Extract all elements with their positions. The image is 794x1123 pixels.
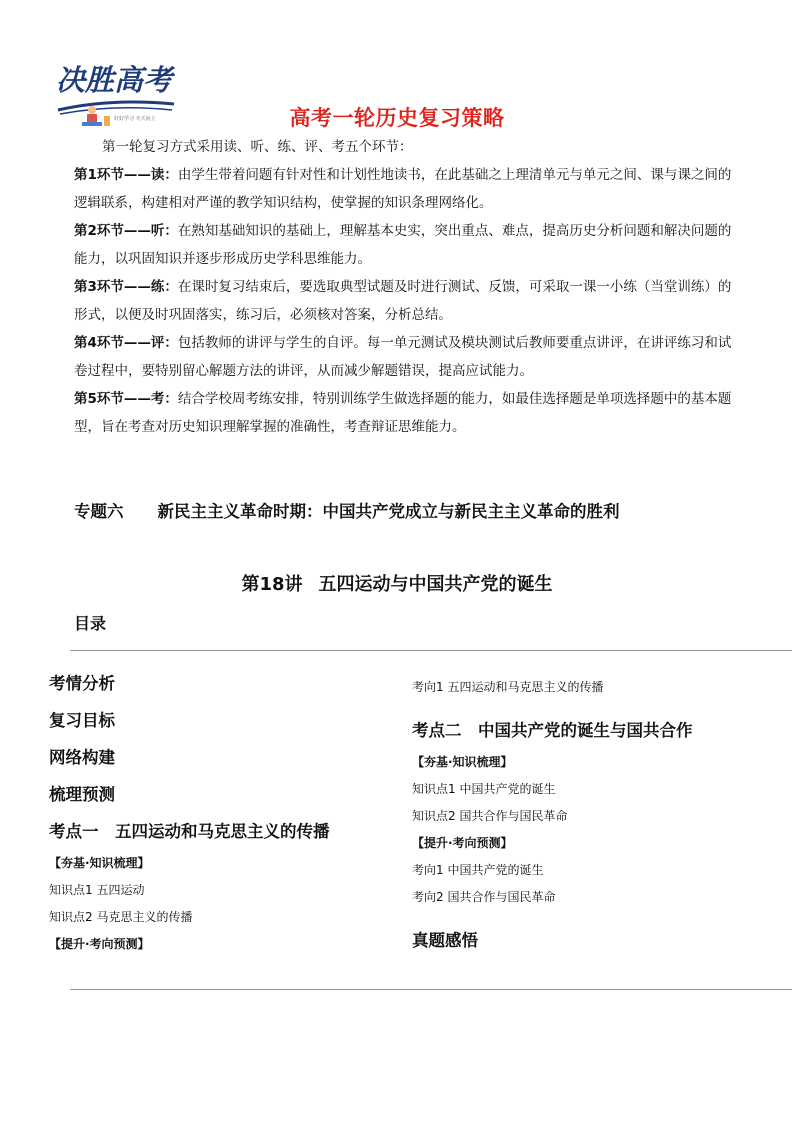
- toc-heading[interactable]: 网络构建: [49, 748, 115, 767]
- step-paragraph: [74, 161, 734, 217]
- step-name: 第4环节——评：: [74, 335, 178, 351]
- topic-label: 专题六: [74, 502, 124, 521]
- toc-left-column: [49, 670, 399, 952]
- step-text: 结合学校周考练安排，特别训练学生做选择题的能力，如最佳选择题是单项选择题中的基本题型，旨在考查对历史知识理解掌握的准确性，考查辩证思维能力。: [74, 391, 732, 435]
- step-paragraph: [74, 329, 734, 385]
- toc-item[interactable]: 知识点1 五四运动: [49, 883, 145, 897]
- lecture-heading: [0, 570, 794, 596]
- toc-section-label[interactable]: 【夯基·知识梳理】: [49, 856, 150, 870]
- step-name: 第2环节——听：: [74, 223, 178, 239]
- toc-section-label[interactable]: 【提升·考向预测】: [49, 937, 150, 951]
- toc-heading[interactable]: 考点一 五四运动和马克思主义的传播: [49, 822, 330, 841]
- toc-heading[interactable]: 考情分析: [49, 674, 115, 693]
- toc-item[interactable]: 知识点2 马克思主义的传播: [49, 910, 193, 924]
- lecture-label: 第18讲: [241, 574, 303, 595]
- step-text: 由学生带着问题有针对性和计划性地读书，在此基础之上理清单元与单元之间、课与课之间的逻辑联系，构建相对严谨的教学知识结构，使掌握的知识条理网络化。: [74, 167, 732, 211]
- step-name: 第3环节——练：: [74, 279, 178, 295]
- lecture-title: 五四运动与中国共产党的诞生: [318, 574, 553, 595]
- step-text: 在课时复习结束后，要选取典型试题及时进行测试、反馈，可采取一课一小练（当堂训练）的形式，以便及时巩固落实，练习后，必须核对答案，分析总结。: [74, 279, 732, 323]
- step-name: 第5环节——考：: [74, 391, 178, 407]
- toc-label: 目录: [74, 614, 107, 633]
- logo-text: 决胜高考: [56, 63, 173, 97]
- toc-top-divider: [70, 650, 792, 651]
- intro-section: [74, 133, 734, 441]
- toc-item[interactable]: 知识点1 中国共产党的诞生: [412, 782, 556, 796]
- step-paragraph: [74, 273, 734, 329]
- logo-subtext: 好好学习 天天向上: [114, 116, 156, 122]
- intro-lead: 第一轮复习方式采用读、听、练、评、考五个环节：: [102, 139, 413, 155]
- page-title: 高考一轮历史复习策略: [289, 106, 505, 130]
- toc-item[interactable]: 考向2 国共合作与国民革命: [412, 890, 556, 904]
- toc-right-column: [412, 670, 782, 951]
- toc-heading[interactable]: 复习目标: [49, 711, 115, 730]
- toc-item[interactable]: 考向1 五四运动和马克思主义的传播: [412, 680, 604, 694]
- toc-section-label[interactable]: 【提升·考向预测】: [412, 836, 513, 850]
- step-name: 第1环节——读：: [74, 167, 178, 183]
- toc-heading[interactable]: 真题感悟: [412, 931, 478, 950]
- toc-bottom-divider: [70, 989, 792, 990]
- toc-item[interactable]: 考向1 中国共产党的诞生: [412, 863, 544, 877]
- toc-section-label[interactable]: 【夯基·知识梳理】: [412, 755, 513, 769]
- toc-item[interactable]: 知识点2 国共合作与国民革命: [412, 809, 568, 823]
- step-paragraph: [74, 385, 734, 441]
- topic-title: 新民主主义革命时期：中国共产党成立与新民主主义革命的胜利: [157, 502, 620, 521]
- step-paragraph: [74, 217, 734, 273]
- toc-heading[interactable]: 考点二 中国共产党的诞生与国共合作: [412, 721, 693, 740]
- toc-heading[interactable]: 梳理预测: [49, 785, 115, 804]
- step-text: 包括教师的讲评与学生的自评。每一单元测试及模块测试后教师要重点讲评，在讲评练习和试卷过程中，要特别留心解题方法的讲评，从而减少解题错误，提高应试能力。: [74, 335, 732, 379]
- topic-heading: [74, 498, 734, 522]
- steps-list: [74, 161, 734, 441]
- step-text: 在熟知基础知识的基础上，理解基本史实，突出重点、难点，提高历史分析问题和解决问题的能力，以巩固知识并逐步形成历史学科思维能力。: [74, 223, 732, 267]
